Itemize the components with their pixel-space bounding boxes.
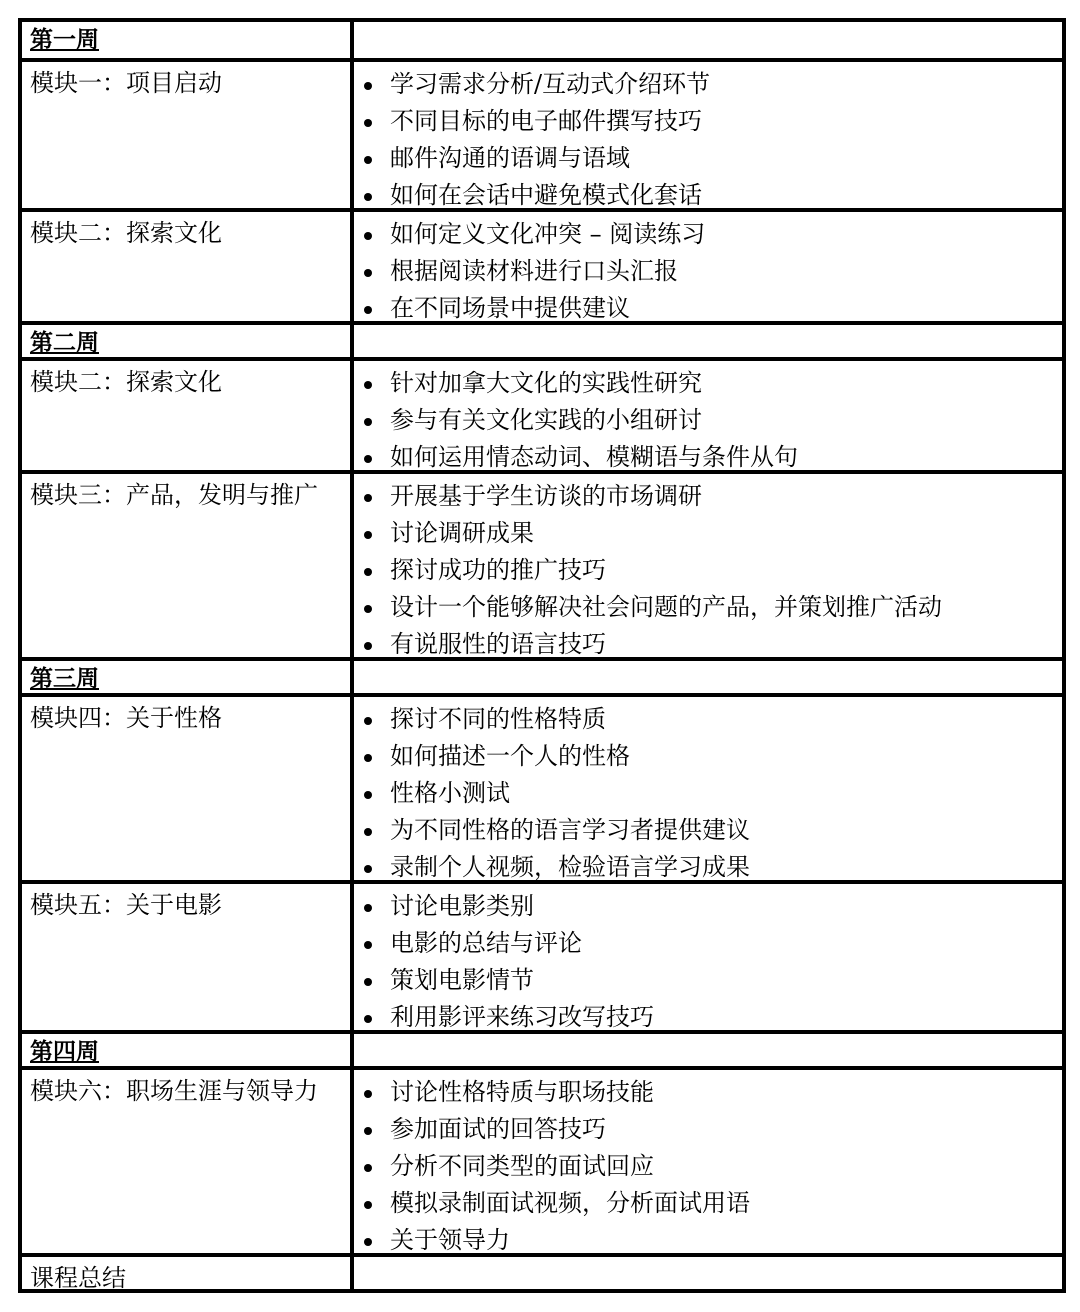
topic-text: 模拟录制面试视频，分析面试用语	[390, 1189, 750, 1217]
topic-text: 针对加拿大文化的实践性研究	[390, 369, 702, 397]
topics-cell	[354, 884, 1062, 1030]
topic-item	[360, 1148, 1054, 1185]
topic-item	[360, 365, 1054, 402]
topics-cell	[354, 22, 1062, 58]
module-label: 模块一：项目启动	[22, 62, 354, 208]
bullet-icon	[364, 531, 372, 539]
topic-text: 如何在会话中避免模式化套话	[390, 181, 702, 208]
topic-text: 录制个人视频，检验语言学习成果	[390, 853, 750, 880]
module-row	[22, 470, 1062, 657]
module-label: 模块二：探索文化	[22, 361, 354, 470]
bullet-icon	[364, 717, 372, 725]
topic-list	[360, 888, 1054, 1030]
bullet-icon	[364, 455, 372, 463]
bullet-icon	[364, 865, 372, 873]
bullet-icon	[364, 1127, 372, 1135]
topic-text: 参与有关文化实践的小组研讨	[390, 406, 702, 434]
topic-item	[360, 775, 1054, 812]
topics-cell	[354, 661, 1062, 693]
topic-item	[360, 103, 1054, 140]
topic-text: 讨论性格特质与职场技能	[390, 1078, 654, 1106]
bullet-icon	[364, 269, 372, 277]
module-row	[22, 208, 1062, 321]
topics-cell	[354, 474, 1062, 657]
bullet-icon	[364, 568, 372, 576]
topics-cell	[354, 62, 1062, 208]
topic-item	[360, 888, 1054, 925]
topic-text: 开展基于学生访谈的市场调研	[390, 482, 702, 510]
topic-text: 性格小测试	[390, 779, 510, 807]
module-row	[22, 1066, 1062, 1253]
bullet-icon	[364, 156, 372, 164]
topic-item	[360, 478, 1054, 515]
week-header-row	[22, 657, 1062, 693]
topic-text: 为不同性格的语言学习者提供建议	[390, 816, 750, 844]
bullet-icon	[364, 82, 372, 90]
topic-item	[360, 701, 1054, 738]
topic-text: 在不同场景中提供建议	[390, 294, 630, 321]
week-label: 第三周	[22, 661, 354, 693]
bullet-icon	[364, 941, 372, 949]
topics-cell	[354, 325, 1062, 357]
topics-cell	[354, 697, 1062, 880]
bullet-icon	[364, 978, 372, 986]
bullet-icon	[364, 1201, 372, 1209]
topic-list	[360, 1074, 1054, 1253]
topics-cell	[354, 1257, 1062, 1289]
bullet-icon	[364, 119, 372, 127]
topic-item	[360, 925, 1054, 962]
topic-list	[360, 701, 1054, 880]
topic-list	[360, 66, 1054, 208]
week-label: 第四周	[22, 1034, 354, 1066]
topic-item	[360, 439, 1054, 470]
course-schedule-table	[18, 18, 1066, 1293]
topic-text: 如何运用情态动词、模糊语与条件从句	[390, 443, 798, 470]
topic-text: 分析不同类型的面试回应	[390, 1152, 654, 1180]
topic-text: 探讨不同的性格特质	[390, 705, 606, 733]
module-label: 模块五：关于电影	[22, 884, 354, 1030]
module-label: 模块四：关于性格	[22, 697, 354, 880]
topic-list	[360, 478, 1054, 657]
topic-item	[360, 849, 1054, 880]
bullet-icon	[364, 1015, 372, 1023]
topic-text: 如何描述一个人的性格	[390, 742, 630, 770]
topic-text: 讨论调研成果	[390, 519, 534, 547]
bullet-icon	[364, 494, 372, 502]
topic-text: 有说服性的语言技巧	[390, 630, 606, 657]
week-header-row	[22, 22, 1062, 58]
topic-item	[360, 1111, 1054, 1148]
topic-item	[360, 177, 1054, 208]
topic-item	[360, 1222, 1054, 1253]
topic-text: 不同目标的电子邮件撰写技巧	[390, 107, 702, 135]
module-row	[22, 693, 1062, 880]
module-row	[22, 58, 1062, 208]
topic-list	[360, 365, 1054, 470]
topic-text: 策划电影情节	[390, 966, 534, 994]
bullet-icon	[364, 754, 372, 762]
module-label: 模块六：职场生涯与领导力	[22, 1070, 354, 1253]
week-label: 第一周	[22, 22, 354, 58]
topic-text: 讨论电影类别	[390, 892, 534, 920]
topic-item	[360, 626, 1054, 657]
module-row	[22, 880, 1062, 1030]
topics-cell	[354, 1034, 1062, 1066]
topic-text: 如何定义文化冲突 – 阅读练习	[390, 220, 706, 248]
topic-item	[360, 999, 1054, 1030]
summary-label: 课程总结	[22, 1257, 354, 1289]
module-label: 模块三：产品，发明与推广	[22, 474, 354, 657]
bullet-icon	[364, 904, 372, 912]
summary-row	[22, 1253, 1062, 1289]
topic-text: 关于领导力	[390, 1226, 510, 1253]
topic-item	[360, 253, 1054, 290]
topic-item	[360, 962, 1054, 999]
topic-text: 根据阅读材料进行口头汇报	[390, 257, 678, 285]
bullet-icon	[364, 381, 372, 389]
topic-item	[360, 515, 1054, 552]
bullet-icon	[364, 193, 372, 201]
bullet-icon	[364, 1164, 372, 1172]
topic-item	[360, 290, 1054, 321]
week-label: 第二周	[22, 325, 354, 357]
topic-list	[360, 216, 1054, 321]
topic-item	[360, 216, 1054, 253]
topic-text: 利用影评来练习改写技巧	[390, 1003, 654, 1030]
topic-item	[360, 589, 1054, 626]
bullet-icon	[364, 605, 372, 613]
topic-text: 参加面试的回答技巧	[390, 1115, 606, 1143]
bullet-icon	[364, 1090, 372, 1098]
module-row	[22, 357, 1062, 470]
topic-item	[360, 738, 1054, 775]
week-header-row	[22, 321, 1062, 357]
bullet-icon	[364, 1238, 372, 1246]
topic-item	[360, 1185, 1054, 1222]
topic-text: 设计一个能够解决社会问题的产品，并策划推广活动	[390, 593, 942, 621]
bullet-icon	[364, 418, 372, 426]
topics-cell	[354, 361, 1062, 470]
topic-item	[360, 1074, 1054, 1111]
topic-text: 学习需求分析/互动式介绍环节	[390, 70, 711, 98]
topics-cell	[354, 1070, 1062, 1253]
bullet-icon	[364, 232, 372, 240]
topic-item	[360, 552, 1054, 589]
topic-item	[360, 140, 1054, 177]
topic-item	[360, 66, 1054, 103]
bullet-icon	[364, 828, 372, 836]
week-header-row	[22, 1030, 1062, 1066]
bullet-icon	[364, 791, 372, 799]
topic-item	[360, 402, 1054, 439]
topic-text: 探讨成功的推广技巧	[390, 556, 606, 584]
topics-cell	[354, 212, 1062, 321]
bullet-icon	[364, 306, 372, 314]
topic-item	[360, 812, 1054, 849]
module-label: 模块二：探索文化	[22, 212, 354, 321]
topic-text: 电影的总结与评论	[390, 929, 582, 957]
bullet-icon	[364, 642, 372, 650]
topic-text: 邮件沟通的语调与语域	[390, 144, 630, 172]
